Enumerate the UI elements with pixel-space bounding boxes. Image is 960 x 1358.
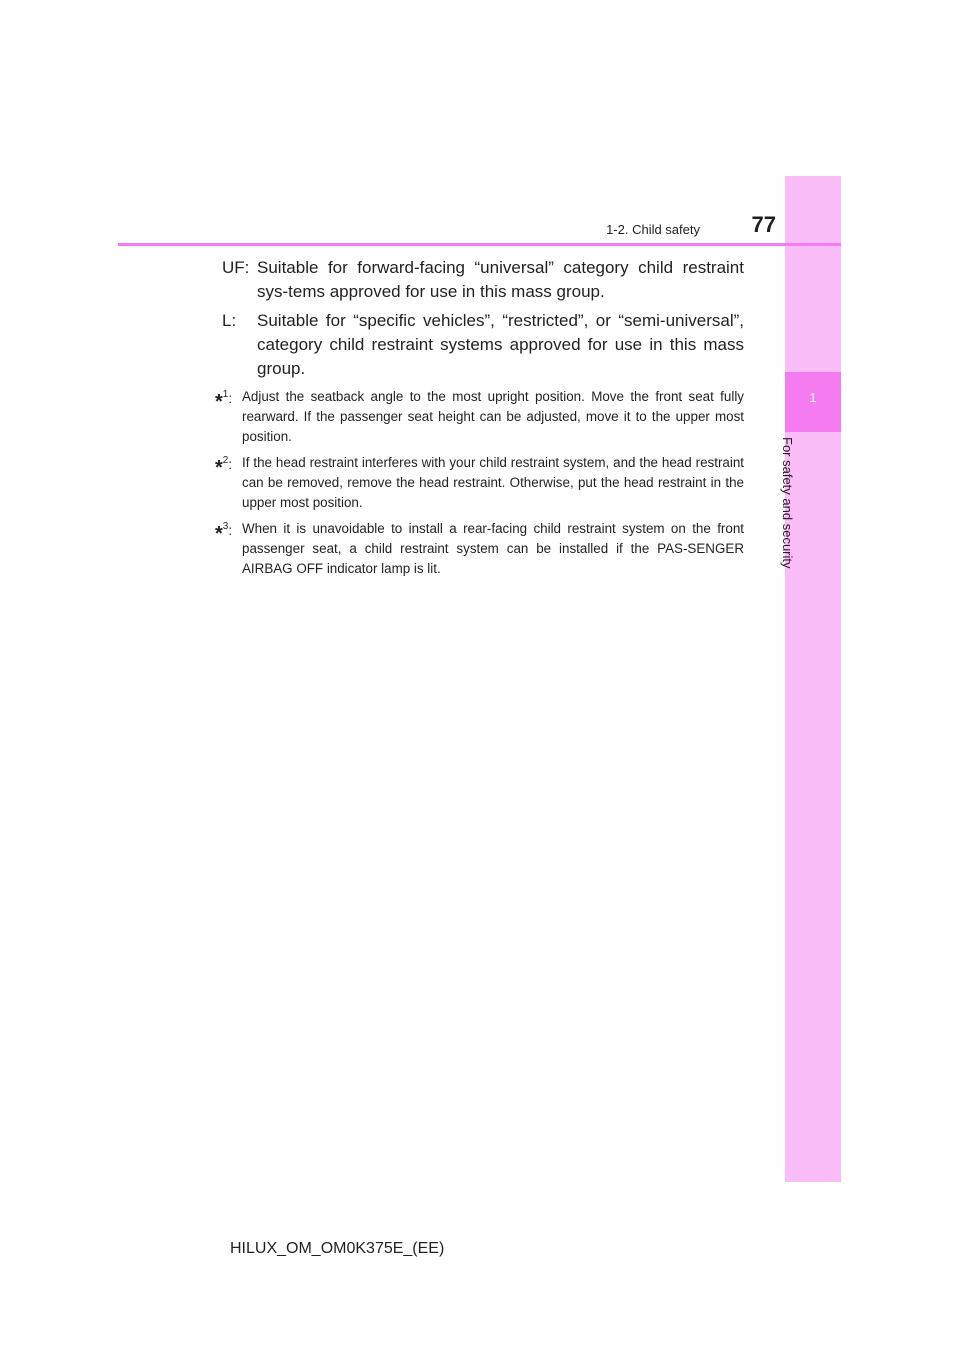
footnote-text: If the head restraint interferes with your child restraint system, and the head restraint can be removed, remove the head restraint. Otherwise, put the head restraint in the upper most position. <box>242 455 744 510</box>
definition-text: Suitable for “specific vehicles”, “restricted”, or “semi-universal”, category child restraint systems approved for use in this mass group. <box>257 311 744 378</box>
page-number: 77 <box>751 212 776 237</box>
definition-item <box>222 256 744 304</box>
definition-item <box>222 309 744 381</box>
footnote-text: Adjust the seatback angle to the most upright position. Move the front seat fully rearward. If the passenger seat height can be adjusted, move it to the upper most position. <box>242 389 744 444</box>
definition-text: Suitable for forward-facing “universal” category child restraint sys-tems approved for use in this mass group. <box>257 258 744 301</box>
section-label: 1-2. Child safety <box>606 222 700 237</box>
definition-term: L: <box>222 311 237 330</box>
footnote-marker: *$^1$: <box>215 389 233 413</box>
header-divider <box>118 243 841 246</box>
footnote-marker: *$^2$: <box>215 455 233 479</box>
footnote <box>215 519 744 579</box>
document-id: HILUX_OM_OM0K375E_(EE) <box>230 1240 445 1257</box>
footnote-text: When it is unavoidable to install a rear-facing child restraint system on the front passenger seat, a child restraint system can be installed if the PAS-SENGER AIRBAG OFF indicator lamp is lit. <box>242 521 744 576</box>
footnote-marker: *$^3$: <box>215 521 233 545</box>
chapter-number: 1 <box>809 390 817 405</box>
chapter-title: For safety and security <box>780 437 795 569</box>
footnote <box>215 453 744 513</box>
definition-term: UF: <box>222 258 250 277</box>
page-content <box>215 256 744 579</box>
footnote <box>215 387 744 447</box>
